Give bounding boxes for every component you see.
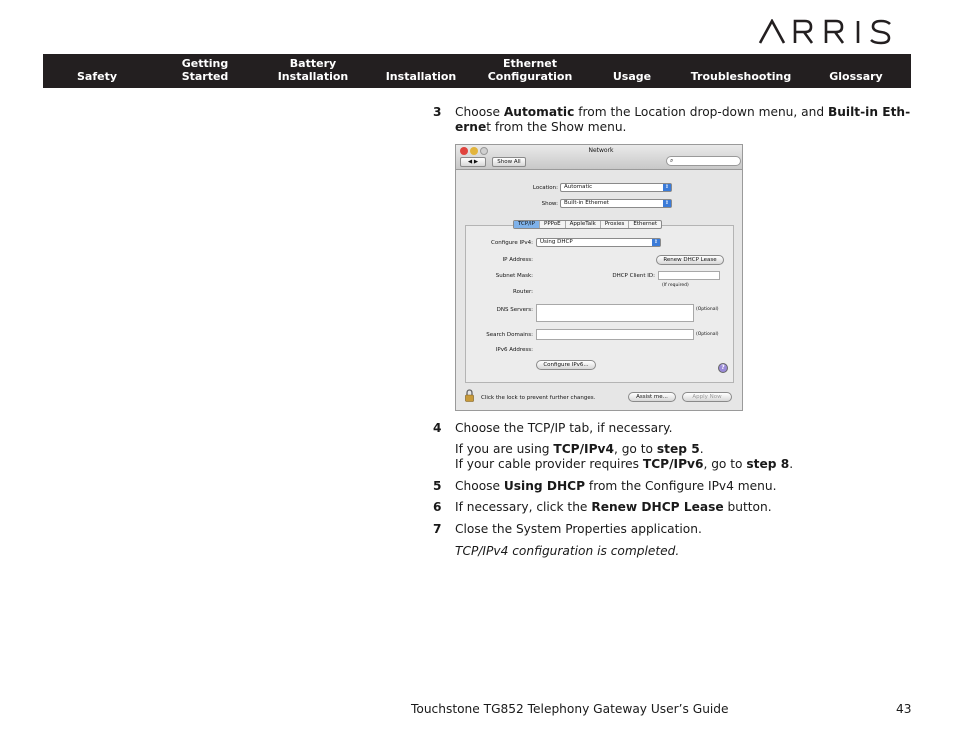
search-domains-field[interactable] bbox=[536, 329, 694, 340]
help-icon[interactable]: ? bbox=[718, 363, 728, 373]
step-number: 6 bbox=[433, 500, 442, 514]
location-label: Location: bbox=[532, 185, 558, 191]
show-all-button[interactable]: Show All bbox=[492, 157, 526, 167]
text-run: If your cable provider requires bbox=[455, 457, 643, 471]
nav-battery-line2: Installation bbox=[277, 70, 349, 83]
search-field[interactable] bbox=[666, 156, 741, 166]
lock-message: Click the lock to prevent further changes. bbox=[481, 395, 596, 401]
step-text: Close the System Properties application. bbox=[455, 522, 702, 536]
step-text: Choose the TCP/IP tab, if necessary. bbox=[455, 421, 673, 435]
tab-tcpip[interactable]: TCP/IP bbox=[514, 221, 540, 228]
network-preferences-screenshot bbox=[455, 144, 743, 411]
step-text bbox=[455, 500, 911, 515]
dhcp-client-id-field[interactable] bbox=[658, 271, 720, 280]
nav-troubleshooting-label: Troubleshooting bbox=[690, 70, 792, 83]
nav-battery-installation[interactable] bbox=[273, 54, 353, 88]
nav-installation-label: Installation bbox=[385, 70, 457, 83]
footer-title: Touchstone TG852 Telephony Gateway User’s Guide bbox=[411, 702, 729, 716]
ip-address-label: IP Address: bbox=[502, 257, 533, 263]
renew-dhcp-lease-button[interactable]: Renew DHCP Lease bbox=[656, 255, 724, 265]
minimize-icon[interactable] bbox=[470, 147, 478, 155]
text-run: Choose bbox=[455, 479, 504, 493]
apply-now-button[interactable]: Apply Now bbox=[682, 392, 732, 402]
nav-usage[interactable] bbox=[607, 54, 657, 88]
nav-troubleshooting[interactable] bbox=[688, 54, 794, 88]
bold-run: Automatic bbox=[503, 105, 575, 119]
step-number: 3 bbox=[433, 105, 442, 119]
lock-icon[interactable] bbox=[464, 389, 475, 402]
assist-me-button[interactable]: Assist me... bbox=[628, 392, 676, 402]
nav-battery-line1: Battery bbox=[289, 57, 337, 70]
bold-run: Built-in Eth- bbox=[827, 105, 911, 119]
chevron-updown-icon: ⇕ bbox=[653, 239, 659, 245]
bold-run: TCP/IPv6 bbox=[642, 457, 704, 471]
window-title: Network bbox=[588, 147, 614, 154]
branch-ipv6 bbox=[455, 457, 911, 472]
zoom-icon[interactable] bbox=[480, 147, 488, 155]
branch-ipv4 bbox=[455, 442, 911, 457]
bold-run: Using DHCP bbox=[503, 479, 586, 493]
step-number: 7 bbox=[433, 522, 442, 536]
tab-bar bbox=[513, 220, 662, 229]
nav-getting-started-line2: Started bbox=[181, 70, 229, 83]
top-nav bbox=[43, 54, 911, 88]
location-value: Automatic bbox=[564, 184, 593, 190]
note-text: TCP/IPv4 configuration is completed. bbox=[455, 544, 680, 558]
bold-run: step 8 bbox=[746, 457, 790, 471]
bold-run: step 5 bbox=[656, 442, 700, 456]
chevron-updown-icon: ⇕ bbox=[664, 184, 670, 190]
text-run: from the Location drop-down menu, and bbox=[574, 105, 828, 119]
search-icon: ⌕ bbox=[670, 157, 674, 164]
nav-ethernet-configuration[interactable] bbox=[484, 54, 576, 88]
dns-servers-label: DNS Servers: bbox=[496, 307, 533, 313]
location-select[interactable] bbox=[560, 183, 672, 192]
show-label: Show: bbox=[541, 201, 558, 207]
dhcp-client-id-label: DHCP Client ID: bbox=[612, 273, 655, 279]
nav-safety[interactable] bbox=[67, 54, 127, 88]
subnet-mask-label: Subnet Mask: bbox=[495, 273, 533, 279]
window-titlebar bbox=[456, 145, 742, 170]
nav-installation[interactable] bbox=[381, 54, 461, 88]
if-required-hint: (If required) bbox=[662, 283, 689, 288]
back-forward-buttons[interactable]: ◀ ▶ bbox=[460, 157, 486, 167]
tab-ethernet[interactable]: Ethernet bbox=[633, 221, 658, 227]
text-run: . bbox=[789, 457, 794, 471]
chevron-updown-icon: ⇕ bbox=[664, 200, 670, 206]
bold-run: TCP/IPv4 bbox=[553, 442, 614, 456]
nav-safety-label: Safety bbox=[76, 70, 118, 83]
configure-ipv4-label: Configure IPv4: bbox=[491, 240, 533, 246]
text-run: If necessary, click the bbox=[455, 500, 592, 514]
configure-ipv6-button[interactable]: Configure IPv6... bbox=[536, 360, 596, 370]
nav-getting-started[interactable] bbox=[175, 54, 235, 88]
tab-pppoe[interactable]: PPPoE bbox=[540, 221, 566, 228]
page-number: 43 bbox=[896, 702, 912, 716]
configure-ipv4-value: Using DHCP bbox=[540, 239, 573, 245]
nav-ethernet-line1: Ethernet bbox=[502, 57, 558, 70]
step-number: 5 bbox=[433, 479, 442, 493]
text-run: . bbox=[699, 442, 704, 456]
dns-servers-field[interactable] bbox=[536, 304, 694, 322]
bold-run: Renew DHCP Lease bbox=[591, 500, 724, 514]
step-text bbox=[455, 105, 911, 135]
dns-optional-hint: (Optional) bbox=[696, 307, 719, 312]
configure-ipv4-select[interactable] bbox=[536, 238, 661, 247]
text-run: , go to bbox=[613, 442, 657, 456]
text-run: Choose bbox=[455, 105, 504, 119]
ipv6-address-label: IPv6 Address: bbox=[495, 347, 533, 353]
nav-usage-label: Usage bbox=[612, 70, 652, 83]
search-domains-label: Search Domains: bbox=[486, 332, 533, 338]
nav-glossary[interactable] bbox=[825, 54, 887, 88]
step-text bbox=[455, 479, 911, 494]
text-run: , go to bbox=[703, 457, 747, 471]
nav-glossary-label: Glossary bbox=[829, 70, 883, 83]
bold-run: erne bbox=[455, 120, 487, 134]
step-number: 4 bbox=[433, 421, 442, 435]
show-select[interactable] bbox=[560, 199, 672, 208]
tab-proxies[interactable]: Proxies bbox=[601, 221, 630, 228]
close-icon[interactable] bbox=[460, 147, 468, 155]
arris-logo bbox=[758, 19, 912, 45]
text-run: button. bbox=[723, 500, 772, 514]
nav-ethernet-line2: Configuration bbox=[487, 70, 573, 83]
router-label: Router: bbox=[513, 289, 533, 295]
text-run: from the Configure IPv4 menu. bbox=[585, 479, 777, 493]
search-optional-hint: (Optional) bbox=[696, 332, 719, 337]
text-run: If you are using bbox=[455, 442, 554, 456]
show-value: Built-in Ethernet bbox=[564, 200, 609, 206]
text-run: t from the Show menu. bbox=[486, 120, 627, 134]
tab-appletalk[interactable]: AppleTalk bbox=[566, 221, 601, 228]
settings-panel bbox=[465, 225, 734, 383]
nav-getting-started-line1: Getting bbox=[181, 57, 229, 70]
